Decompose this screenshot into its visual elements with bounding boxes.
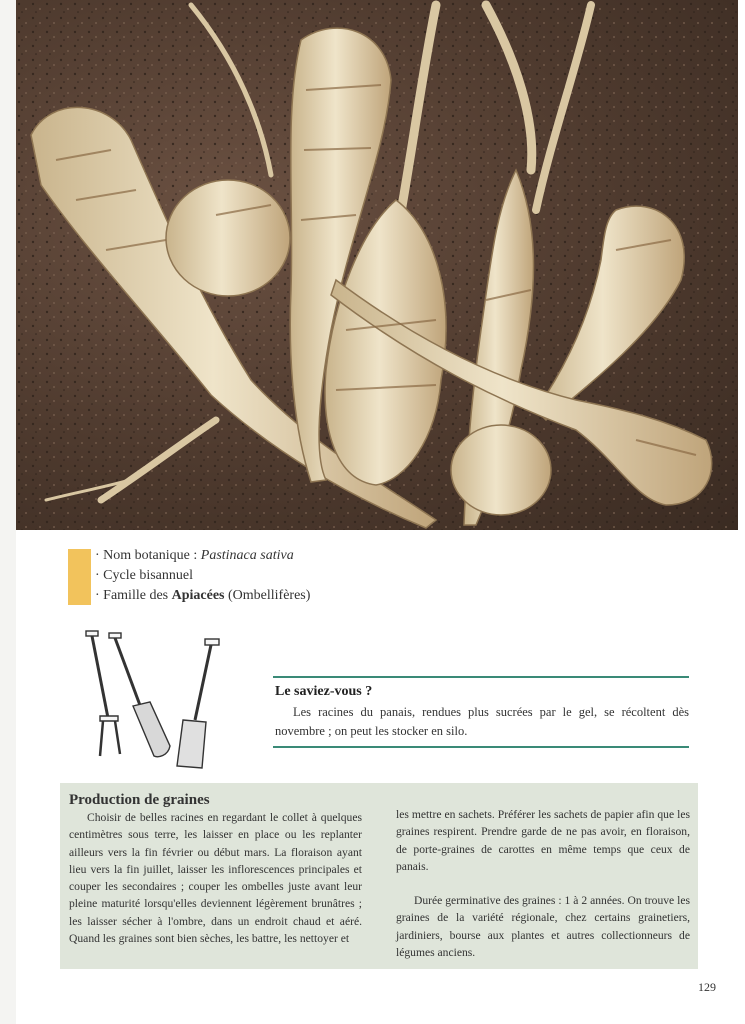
seed-production-right-column — [396, 806, 690, 961]
fact-list — [95, 546, 310, 606]
seed-production-left-text: Choisir de belles racines en regardant le collet à quelques centimètres sous terre, les laisser en place ou les replanter ailleurs vers la fin février ou début mars. La floraison ayant lieu vers la fin juillet, laisser les inflorescences principales et couper les secondaires ; couper les ombelles juste avant leur pleine maturité lorsqu'elles deviennent légèrement brunâtres ; les laisser sécher à l'ombre, dans un endroit chaud et aéré. Quand les graines sont bien sèches, les battre, les nettoyer et — [69, 811, 362, 946]
seed-production-left-column — [69, 809, 362, 947]
seed-production-right-text-2: Durée germinative des graines : 1 à 2 années. On trouve les graines de la variété régionale, chez certains grainetiers, jardiniers, bourse aux plantes et autres collectionneurs de légumes anciens. — [396, 894, 690, 960]
parsnip-illustration — [16, 0, 738, 530]
seed-production-right-text-1: les mettre en sachets. Préférer les sachets de papier afin que les graines respirent. Prendre garde de ne pas avoir, en floraison, de porte-graines de carottes en même temps que ceux de panais. — [396, 808, 690, 873]
family-prefix: Famille des — [103, 588, 169, 603]
page-number: 129 — [698, 980, 716, 994]
callout-text: Les racines du panais, rendues plus sucrées par le gel, se récoltent dès novembre ; on peut les stocker en silo. — [275, 705, 689, 738]
fact-family: · Famille des Apiacées (Ombellifères) — [95, 588, 311, 603]
family-name: Apiacées — [171, 588, 225, 603]
root-round — [166, 180, 290, 296]
garden-tools-icon — [78, 628, 238, 778]
garden-tools-illustration — [78, 628, 238, 778]
page-edge — [0, 0, 16, 1024]
family-alt: (Ombellifères) — [228, 588, 311, 603]
seed-production-title: Production de graines — [69, 792, 210, 808]
botanical-label: Nom botanique : — [103, 548, 198, 563]
did-you-know-callout — [273, 676, 689, 748]
cycle-text: Cycle bisannuel — [103, 568, 193, 583]
root-bottom-round — [451, 425, 551, 515]
fact-cycle: · Cycle bisannuel — [95, 568, 193, 583]
parsnip-photo — [16, 0, 738, 530]
botanical-name: Pastinaca sativa — [200, 548, 294, 563]
callout-title: Le saviez-vous ? — [275, 684, 373, 699]
seed-production-box — [60, 783, 698, 969]
fact-botanical: · Nom botanique : Pastinaca sativa — [95, 548, 294, 563]
fact-accent-bar — [68, 549, 91, 605]
